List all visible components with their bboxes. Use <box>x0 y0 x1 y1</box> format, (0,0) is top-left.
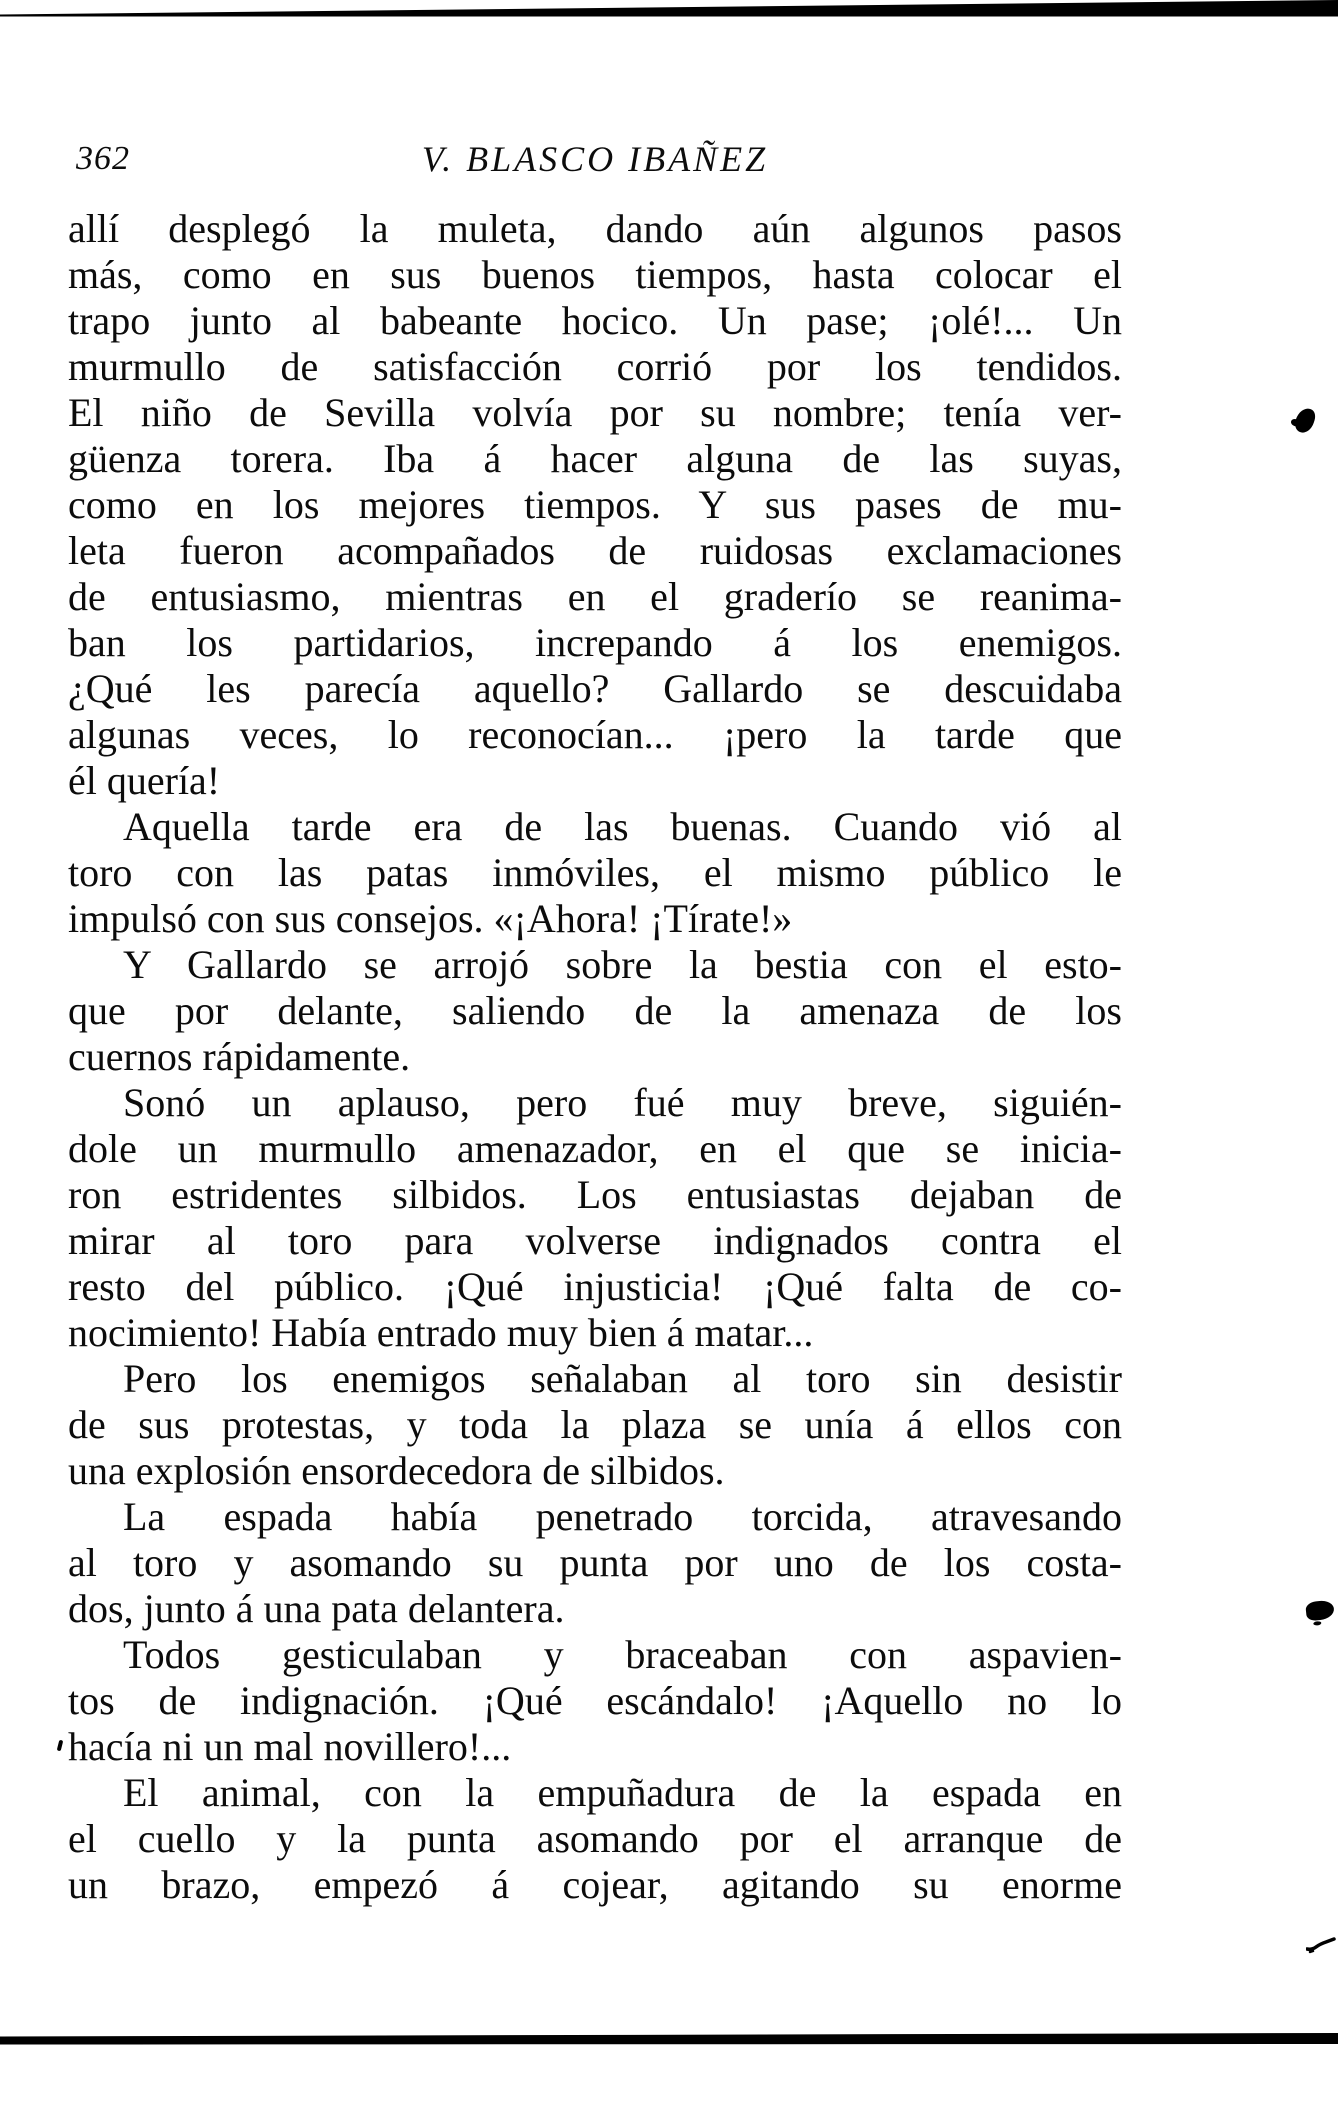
text-line: que por delante, saliendo de la amenaza de los <box>68 988 1122 1033</box>
text-line: más, como en sus buenos tiempos, hasta colocar el <box>68 252 1122 297</box>
text-line: él quería! <box>68 758 221 803</box>
text-line: como en los mejores tiempos. Y sus pases de mu- <box>68 482 1122 527</box>
ink-blob-right-mid <box>1305 1600 1335 1622</box>
running-header <box>68 138 1122 190</box>
text-line: toro con las patas inmóviles, el mismo público le <box>68 850 1122 895</box>
page-number: 362 <box>76 140 130 177</box>
top-edge-artifact <box>0 0 1338 24</box>
text-line: dole un murmullo amenazador, en el que se inicia- <box>68 1126 1122 1171</box>
text-line: El animal, con la empuñadura de la espada en <box>123 1770 1122 1815</box>
text-line: ¿Qué les parecía aquello? Gallardo se descuidaba <box>68 666 1122 711</box>
text-line: de entusiasmo, mientras en el graderío se reanima- <box>68 574 1122 619</box>
text-line: tos de indignación. ¡Qué escándalo! ¡Aquello no lo <box>68 1678 1122 1723</box>
text-line: cuernos rápidamente. <box>68 1034 411 1079</box>
text-line: El niño de Sevilla volvía por su nombre; tenía ver- <box>68 390 1122 435</box>
text-line: hacía ni un mal novillero!... <box>68 1724 512 1769</box>
text-line: un brazo, empezó á cojear, agitando su enorme <box>68 1862 1122 1907</box>
text-line: al toro y asomando su punta por uno de los costa- <box>68 1540 1122 1585</box>
text-line: murmullo de satisfacción corrió por los tendidos. <box>68 344 1122 389</box>
text-line: resto del público. ¡Qué injusticia! ¡Qué falta de co- <box>68 1264 1122 1309</box>
text-line: una explosión ensordecedora de silbidos. <box>68 1448 725 1493</box>
body-text <box>68 206 1122 1908</box>
text-line: allí desplegó la muleta, dando aún algunos pasos <box>68 206 1122 251</box>
text-line: Y Gallardo se arrojó sobre la bestia con el esto- <box>123 942 1122 987</box>
text-line: ban los partidarios, increpando á los enemigos. <box>68 620 1122 665</box>
text-line: La espada había penetrado torcida, atravesando <box>123 1494 1122 1539</box>
text-line: güenza torera. Iba á hacer alguna de las suyas, <box>68 436 1122 481</box>
text-line: dos, junto á una pata delantera. <box>68 1586 565 1631</box>
text-line: Aquella tarde era de las buenas. Cuando vió al <box>123 804 1122 849</box>
ink-blob-right-upper <box>1293 406 1318 435</box>
text-line: de sus protestas, y toda la plaza se unía á ellos con <box>68 1402 1122 1447</box>
bottom-edge-artifact <box>0 2032 1338 2046</box>
running-title: V. BLASCO IBAÑEZ <box>421 139 769 179</box>
text-line: ron estridentes silbidos. Los entusiastas dejaban de <box>68 1172 1122 1217</box>
ink-squiggle-right-lower <box>1306 1936 1336 1954</box>
text-line: nocimiento! Había entrado muy bien á matar... <box>68 1310 814 1355</box>
text-line: el cuello y la punta asomando por el arranque de <box>68 1816 1122 1861</box>
text-line: Todos gesticulaban y braceaban con aspavien- <box>123 1632 1122 1677</box>
text-line: Sonó un aplauso, pero fué muy breve, siguién- <box>123 1080 1122 1125</box>
text-line: trapo junto al babeante hocico. Un pase; ¡olé!... Un <box>68 298 1122 343</box>
text-line: mirar al toro para volverse indignados contra el <box>68 1218 1122 1263</box>
text-line: algunas veces, lo reconocían... ¡pero la tarde que <box>68 712 1122 757</box>
text-line: impulsó con sus consejos. «¡Ahora! ¡Tírate!» <box>68 896 793 941</box>
text-line: Pero los enemigos señalaban al toro sin desistir <box>123 1356 1122 1401</box>
text-line: leta fueron acompañados de ruidosas exclamaciones <box>68 528 1122 573</box>
ink-mark-apostrophe <box>57 1740 64 1752</box>
